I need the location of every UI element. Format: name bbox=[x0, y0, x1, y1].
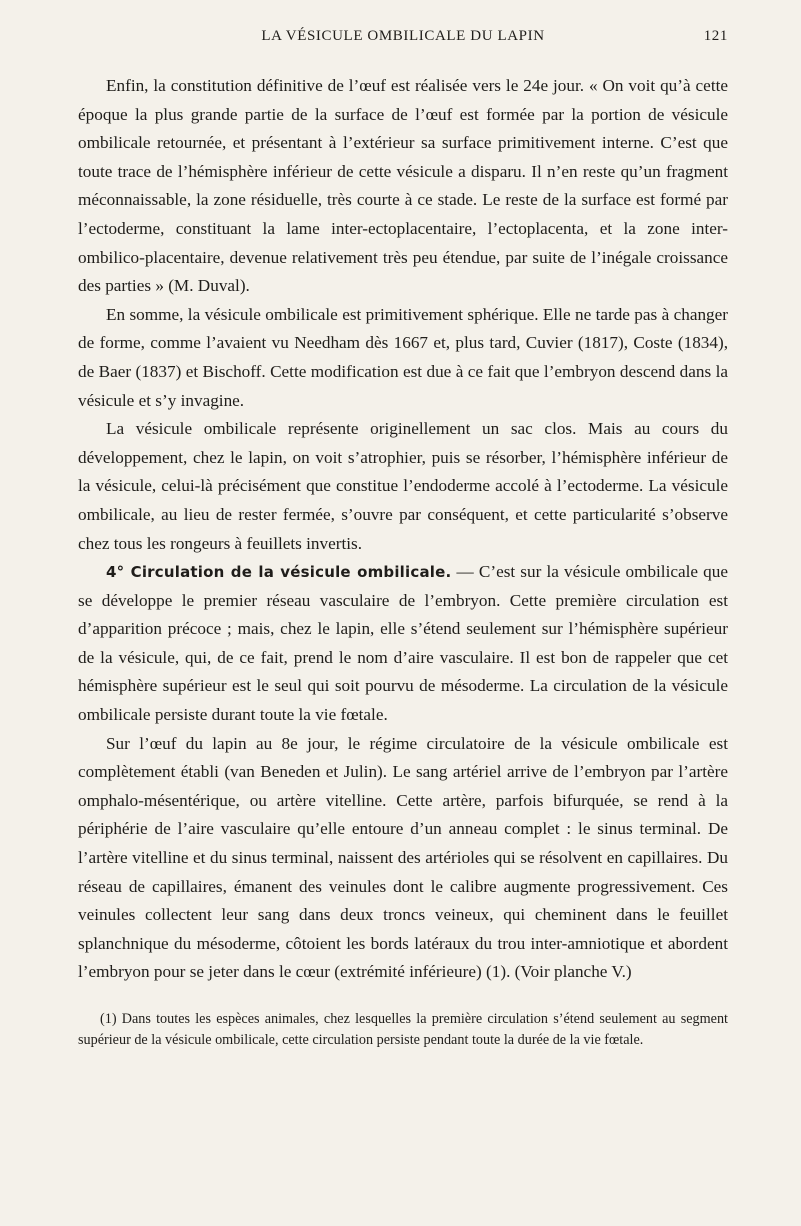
running-head-title: LA VÉSICULE OMBILICALE DU LAPIN bbox=[261, 28, 545, 44]
paragraph: La vésicule ombilicale représente originellement un sac clos. Mais au cours du développement, chez le lapin, on voit s’atrophier, puis se résorber, l’hémisphère inférieur de la vésicule, celui-là précisément que constitue l’endoderme accolé à l’ectoderme. La vésicule ombilicale, au lieu de rester fermée, s’ouvre par conséquent, et cette particularité s’observe chez tous les rongeurs à feuillets invertis. bbox=[78, 419, 728, 553]
section-paragraph-text: — C’est sur la vésicule ombilicale que se développe le premier réseau vasculaire de l’embryon. Cette première circulation est d’apparition précoce ; mais, chez le lapin, elle s’étend seulement sur l’hémisphère supérieur de la vésicule, qui, de ce fait, prend le nom d’aire vasculaire. Il est bon de rappeler que cet hémisphère supérieur est le seul qui soit pourvu de mésoderme. La circulation de la vésicule ombilicale persiste durant toute la vie fœtale. bbox=[78, 562, 728, 725]
section-paragraph bbox=[78, 558, 728, 730]
paragraph: Sur l’œuf du lapin au 8e jour, le régime circulatoire de la vésicule ombilicale est complètement établi (van Beneden et Julin). Le sang artériel arrive de l’embryon par l’artère omphalo-mésentérique, ou artère vitelline. Cette artère, parfois bifurquée, se rend à la périphérie de l’aire vasculaire qu’elle entoure d’un anneau complet : le sinus terminal. De l’artère vitelline et du sinus terminal, naissent des artérioles qui se résolvent en capillaires. Du réseau de capillaires, émanent des veinules dont le calibre augmente progressivement. Ces veinules collectent leur sang dans deux troncs veineux, qui cheminent dans le feuillet splanchnique du mésoderme, côtoient les bords latéraux du trou inter-amniotique et abordent l’embryon pour se jeter dans le cœur (extrémité inférieure) (1). (Voir planche V.) bbox=[78, 733, 728, 982]
footnote: (1) Dans toutes les espèces animales, chez lesquelles la première circulation s’étend seulement au segment supérieur de la vésicule ombilicale, cette circulation persiste pendant toute la durée de la vie fœtale. bbox=[78, 1011, 728, 1048]
footnotes bbox=[78, 1009, 728, 1051]
section-title: 4° Circulation de la vésicule ombilicale. bbox=[106, 563, 452, 582]
paragraph: En somme, la vésicule ombilicale est primitivement sphérique. Elle ne tarde pas à changer de forme, comme l’avaient vu Needham dès 1667 et, plus tard, Cuvier (1817), Coste (1834), de Baer (1837) et Bischoff. Cette modification est due à ce fait que l’embryon descend dans la vésicule et s’y invagine. bbox=[78, 304, 728, 410]
body-text bbox=[78, 72, 728, 987]
page bbox=[78, 28, 728, 1051]
page-number: 121 bbox=[703, 28, 728, 44]
running-head bbox=[78, 28, 728, 58]
paragraph: Enfin, la constitution définitive de l’œuf est réalisée vers le 24e jour. « On voit qu’à cette époque la plus grande partie de la surface de l’œuf est formée par la portion de vésicule ombilicale retournée, et présentant à l’extérieur sa surface primitivement interne. C’est que toute trace de l’hémisphère inférieur de cette vésicule a disparu. Il n’en reste qu’un fragment méconnaissable, la zone résiduelle, très courte à ce stade. Le reste de la surface est formé par l’ectoderme, constituant la lame inter-ectoplacentaire, l’ectoplacenta, et la zone inter-ombilico-placentaire, devenue relativement très peu étendue, par suite de l’inégale croissance des parties » (M. Duval). bbox=[78, 76, 728, 296]
